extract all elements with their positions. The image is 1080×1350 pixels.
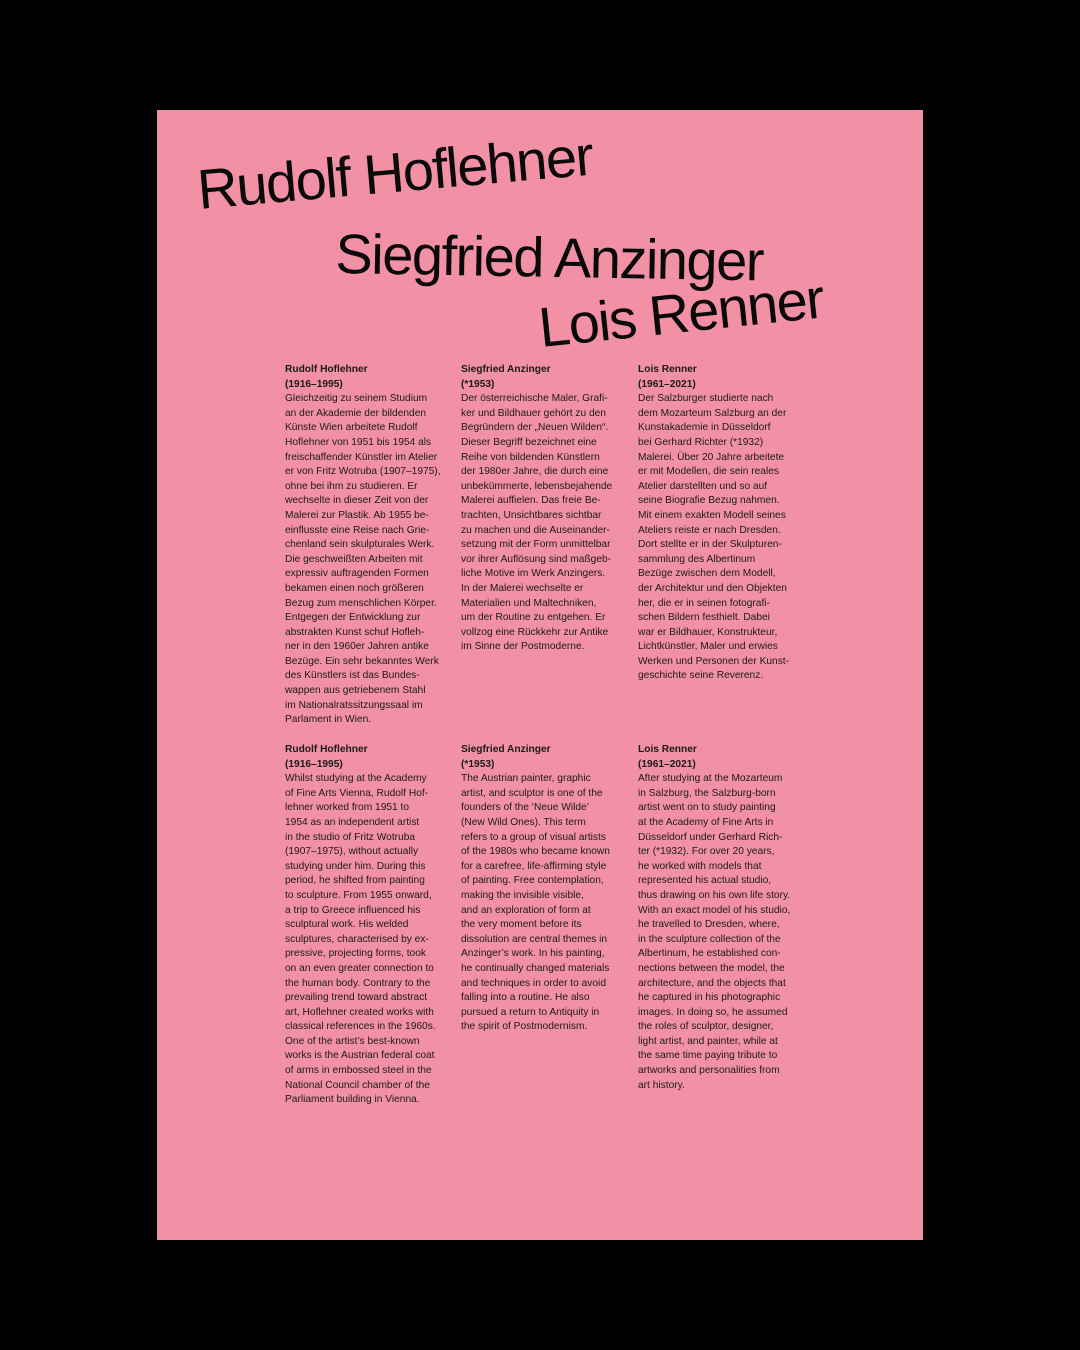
bio-text: Der österreichische Maler, Grafi- ker und Bildhauer gehört zu den Begründern der „Neuen Wilden“. Dieser Begriff bezeichnet eine Reihe von bildenden Künstlern der 1980er Jahre, die durch eine unbekümmerte, lebensbejahende Malerei auffielen. Das freie Be- trachten, Unsichtbares sichtbar zu machen und die Auseinander- setzung mit der Form unmittelbar vor ihrer Auflösung sind maßgeb- liche Motive im Werk Anzingers. In der Malerei wechselte er Materialien und Maltechniken, um der Routine zu entgehen. Er vollzog eine Rückkehr zur Antike im Sinne der Postmoderne. bbox=[461, 393, 613, 653]
bio-text: After studying at the Mozarteum in Salzburg, the Salzburg-born artist went on to study painting at the Academy of Fine Arts in Düsseldorf under Gerhard Rich- ter (*1932). For over 20 years, he worked with models that represented his actual studio, thus drawing on his own life story. With an exact model of his studio, he travelled to Dresden, where, in the sculpture collection of the Albertinum, he established con- nections between the model, the architecture, and the objects that he captured in his photographic images. In doing so, he assumed the roles of sculptor, designer, light artist, and painter, while at the same time paying tribute to artworks and personalities from art history. bbox=[638, 773, 791, 1091]
artist-years: (*1953) bbox=[461, 378, 495, 390]
poster bbox=[157, 110, 923, 1240]
bio-de-anzinger bbox=[461, 363, 623, 655]
bio-de-renner bbox=[638, 363, 800, 684]
bio-text: The Austrian painter, graphic artist, and sculptor is one of the founders of the ‘Neue Wilde’ (New Wild Ones). This term refers to a group of visual artists of the 1980s who became known for a carefree, life-affirming style of painting. Free contemplation, making the invisible visible, and an exploration of form at the very moment before its dissolution are central themes in Anzinger’s work. In his painting, he continually changed materials and techniques in order to avoid falling into a routine. He also pursued a return to Antiquity in the spirit of Postmodernism. bbox=[461, 773, 610, 1033]
artist-name: Lois Renner bbox=[638, 744, 697, 755]
bio-text: Gleichzeitig zu seinem Studium an der Akademie der bildenden Künste Wien arbeitete Rudolf Hoflehner von 1951 bis 1954 als freischaffender Künstler im Atelier er von Fritz Wotruba (1907–1975), ohne bei ihm zu studieren. Er wechselte in dieser Zeit von der Malerei zur Plastik. Ab 1955 be- einflusste eine Reise nach Grie- chenland sein skulpturales Werk. Die geschweißten Arbeiten mit expressiv auftragenden Formen bekamen einen noch größeren Bezug zum menschlichen Körper. Entgegen der Entwicklung zur abstrakten Kunst schuf Hofleh- ner in den 1960er Jahren antike Bezüge. Ein sehr bekanntes Werk des Künstlers ist das Bundes- wappen aus getriebenem Stahl im Nationalratssitzungssaal im Parlament in Wien. bbox=[285, 393, 441, 726]
artist-name: Siegfried Anzinger bbox=[461, 364, 551, 375]
artist-name: Lois Renner bbox=[638, 364, 697, 375]
artist-name: Rudolf Hoflehner bbox=[285, 744, 368, 755]
artist-years: (1916–1995) bbox=[285, 378, 343, 390]
headline-rudolf-hoflehner: Rudolf Hoflehner bbox=[194, 123, 596, 221]
bio-en-hoflehner bbox=[285, 743, 447, 1108]
artist-years: (1961–2021) bbox=[638, 378, 696, 390]
artist-name: Rudolf Hoflehner bbox=[285, 364, 368, 375]
artist-years: (1961–2021) bbox=[638, 758, 696, 770]
bio-en-renner bbox=[638, 743, 800, 1093]
bio-text: Der Salzburger studierte nach dem Mozarteum Salzburg an der Kunstakademie in Düsseldorf bei Gerhard Richter (*1932) Malerei. Über 20 Jahre arbeitete er mit Modellen, die sein reales Atelier darstellten und so auf seine Biografie Bezug nahmen. Mit einem exakten Modell seines Ateliers reiste er nach Dresden. Dort stellte er in der Skulpturen- sammlung des Albertinum Bezüge zwischen dem Modell, der Architektur und den Objekten her, die er in seinen fotografi- schen Bildern festhielt. Dabei war er Bildhauer, Konstrukteur, Lichtkünstler, Maler und erwies Werken und Personen der Kunst- geschichte seine Reverenz. bbox=[638, 393, 790, 682]
headline-lois-renner: Lois Renner bbox=[535, 266, 827, 359]
artist-years: (1916–1995) bbox=[285, 758, 343, 770]
bio-en-anzinger bbox=[461, 743, 623, 1035]
headline-siegfried-anzinger: Siegfried Anzinger bbox=[334, 222, 764, 293]
artist-years: (*1953) bbox=[461, 758, 495, 770]
bio-text: Whilst studying at the Academy of Fine Arts Vienna, Rudolf Hof- lehner worked from 1951 to 1954 as an independent artist in the studio of Fritz Wotruba (1907–1975), without actually studying under him. During this period, he shifted from painting to sculpture. From 1955 onward, a trip to Greece influenced his sculptural work. His welded sculptures, characterised by ex- pressive, projecting forms, took on an even greater connection to the human body. Contrary to the prevailing trend toward abstract art, Hoflehner created works with classical references in the 1960s. One of the artist’s best-known works is the Austrian federal coat of arms in embossed steel in the National Council chamber of the Parliament building in Vienna. bbox=[285, 773, 436, 1106]
artist-name: Siegfried Anzinger bbox=[461, 744, 551, 755]
bio-de-hoflehner bbox=[285, 363, 447, 728]
